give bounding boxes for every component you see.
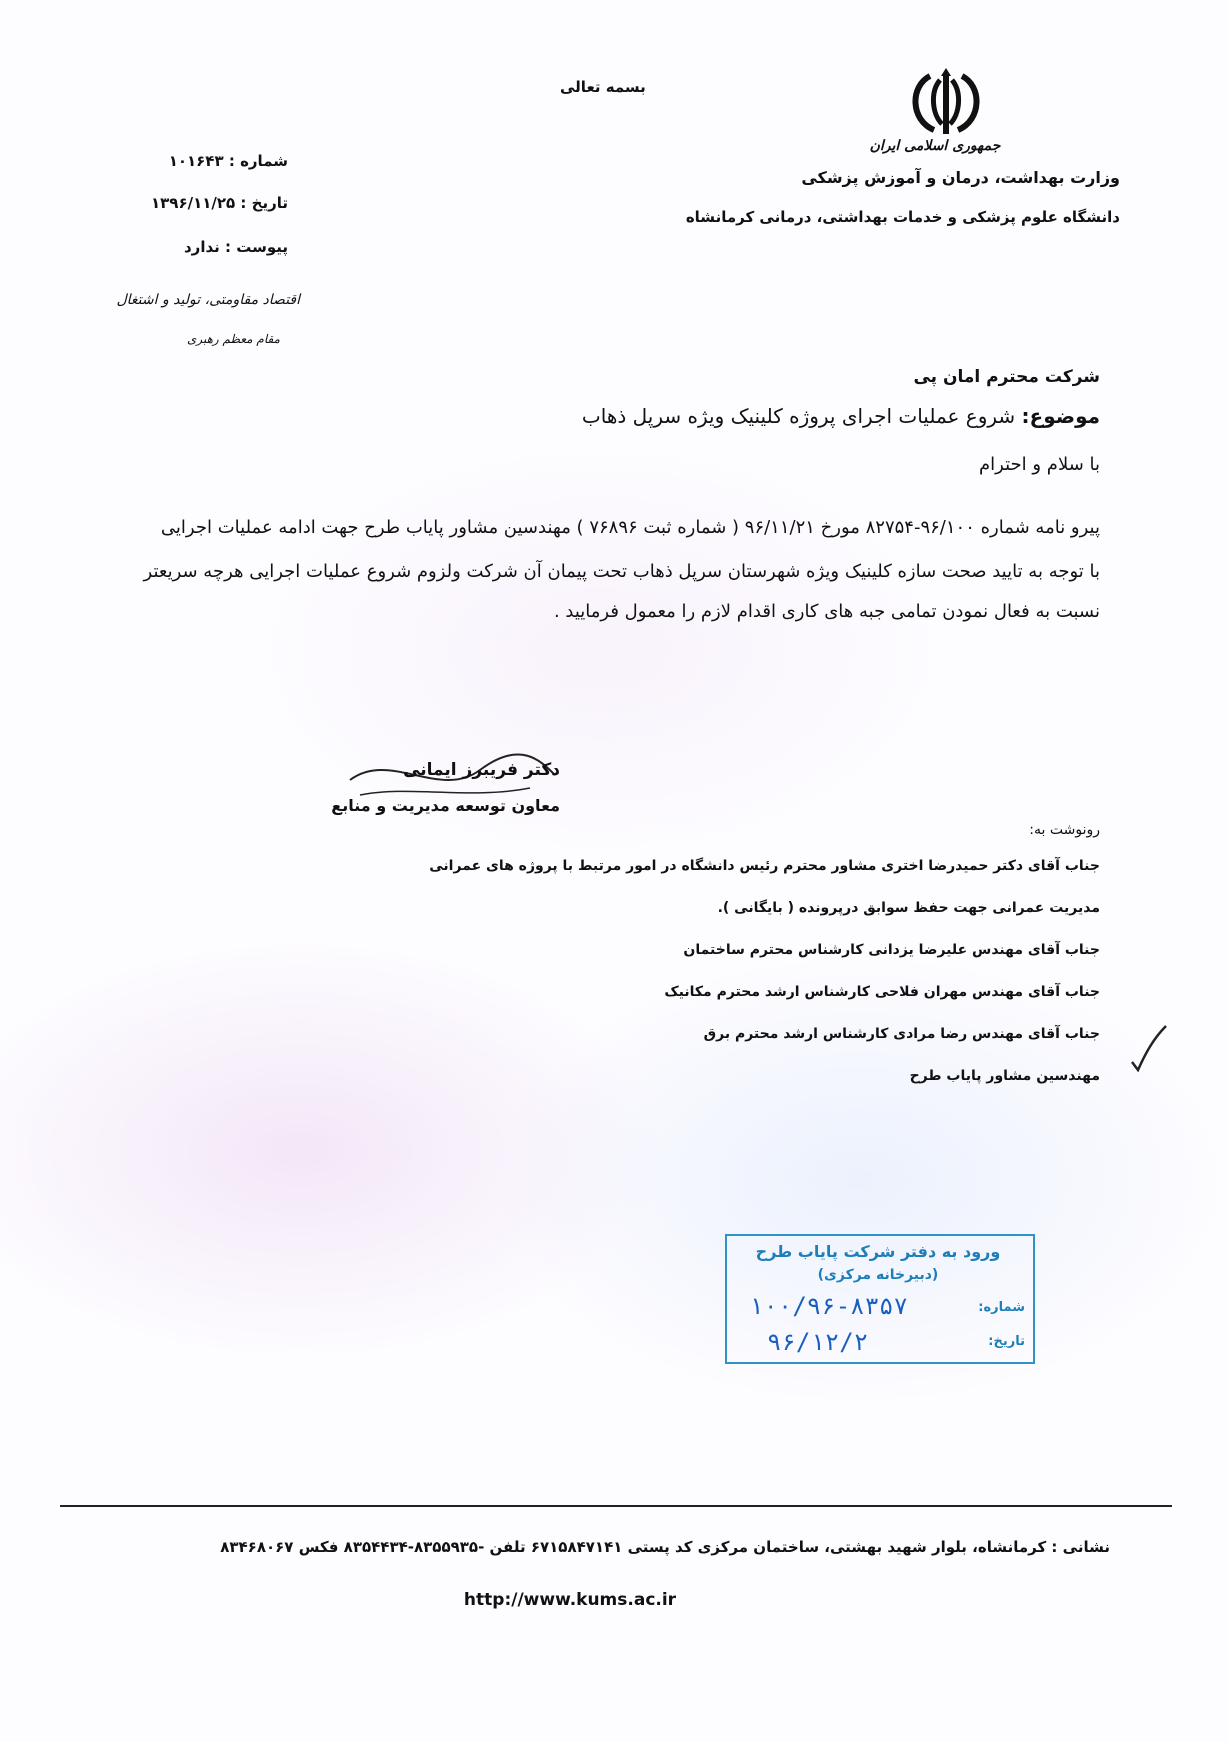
list-item: جناب آقای مهندس مهران فلاحی کارشناس ارشد محترم مکانیک [664, 984, 1100, 1000]
list-item: جناب آقای مهندس علیرضا یزدانی کارشناس محترم ساختمان [683, 942, 1100, 958]
received-stamp [725, 1234, 1035, 1364]
list-item: مهندسین مشاور پایاب طرح [909, 1068, 1100, 1084]
stamp-date-value: ۹۶/۱۲/۲ [767, 1328, 869, 1356]
subject-line [400, 404, 1100, 428]
stamp-number-label: شماره: [978, 1300, 1025, 1315]
cc-title: رونوشت به: [1029, 822, 1100, 838]
iran-emblem-icon [900, 68, 992, 140]
letter-number: شماره : ۱۰۱۶۴۳ [168, 152, 288, 170]
list-item: جناب آقای مهندس رضا مرادی کارشناس ارشد محترم برق [703, 1026, 1100, 1042]
republic-name: جمهوری اسلامی ایران [869, 138, 1001, 154]
footer-url: http://www.kums.ac.ir [463, 1590, 677, 1610]
list-item: جناب آقای دکتر حمیدرضا اختری مشاور محترم رئیس دانشگاه در امور مرتبط با پروژه های عمرانی [429, 858, 1100, 874]
ministry-name: وزارت بهداشت، درمان و آموزش پزشکی [801, 168, 1120, 187]
year-slogan: اقتصاد مقاومتی، تولید و اشتغال [116, 292, 300, 308]
stamp-subtitle: (دبیرخانه مرکزی) [817, 1267, 939, 1283]
subject-label: موضوع: [1021, 404, 1100, 428]
cc-list [400, 856, 1100, 1108]
recipient: شرکت محترم امان پی [913, 367, 1100, 387]
stamp-date-label: تاریخ: [988, 1334, 1025, 1349]
year-slogan-source: مقام معظم رهبری [186, 332, 280, 346]
footer-address: نشانی : کرمانشاه، بلوار شهید بهشتی، ساختمان مرکزی کد پستی ۶۷۱۵۸۴۷۱۴۱ تلفن -۸۳۵۵۹۳۵-۸۳۵۴۴۳۴ فکس ۸۳۴۶۸۰۶۷ [220, 1538, 1110, 1556]
letter-date: تاریخ : ۱۳۹۶/۱۱/۲۵ [151, 194, 288, 212]
signatory-name: دکتر فریبرز ایمانی [403, 760, 560, 780]
body-line: پیرو نامه شماره ۹۶/۱۰۰-۸۲۷۵۴ مورخ ۹۶/۱۱/۲۱ ( شماره ثبت ۷۶۸۹۶ ) مهندسین مشاور پایاب طرح جهت ادامه عملیات اجرایی [160, 517, 1100, 538]
body-line: نسبت به فعال نمودن تمامی جبه های کاری اقدام لازم را معمول فرمایید . [553, 601, 1100, 622]
signatory-title: معاون توسعه مدیریت و منابع [331, 796, 560, 815]
body-line: با توجه به تایید صحت سازه کلینیک ویژه شهرستان سرپل ذهاب تحت پیمان آن شرکت ولزوم شروع عملیات اجرایی هرچه سریعتر [143, 561, 1100, 582]
footer-divider [60, 1505, 1172, 1507]
list-item: مدیریت عمرانی جهت حفظ سوابق درپرونده ( بایگانی ). [717, 900, 1100, 916]
stamp-number-value: ۱۰۰/۹۶-۸۳۵۷ [749, 1292, 908, 1320]
letter-attachment: پیوست : ندارد [183, 238, 288, 256]
checkmark-icon [1128, 1022, 1168, 1072]
stamp-title: ورود به دفتر شرکت پایاب طرح [755, 1242, 1001, 1261]
greeting: با سلام و احترام [979, 454, 1100, 475]
university-name: دانشگاه علوم پزشکی و خدمات بهداشتی، درمانی کرمانشاه [685, 208, 1120, 226]
subject-text: شروع عملیات اجرای پروژه کلینیک ویژه سرپل ذهاب [581, 404, 1016, 428]
bismillah: بسمه تعالی [560, 78, 646, 96]
